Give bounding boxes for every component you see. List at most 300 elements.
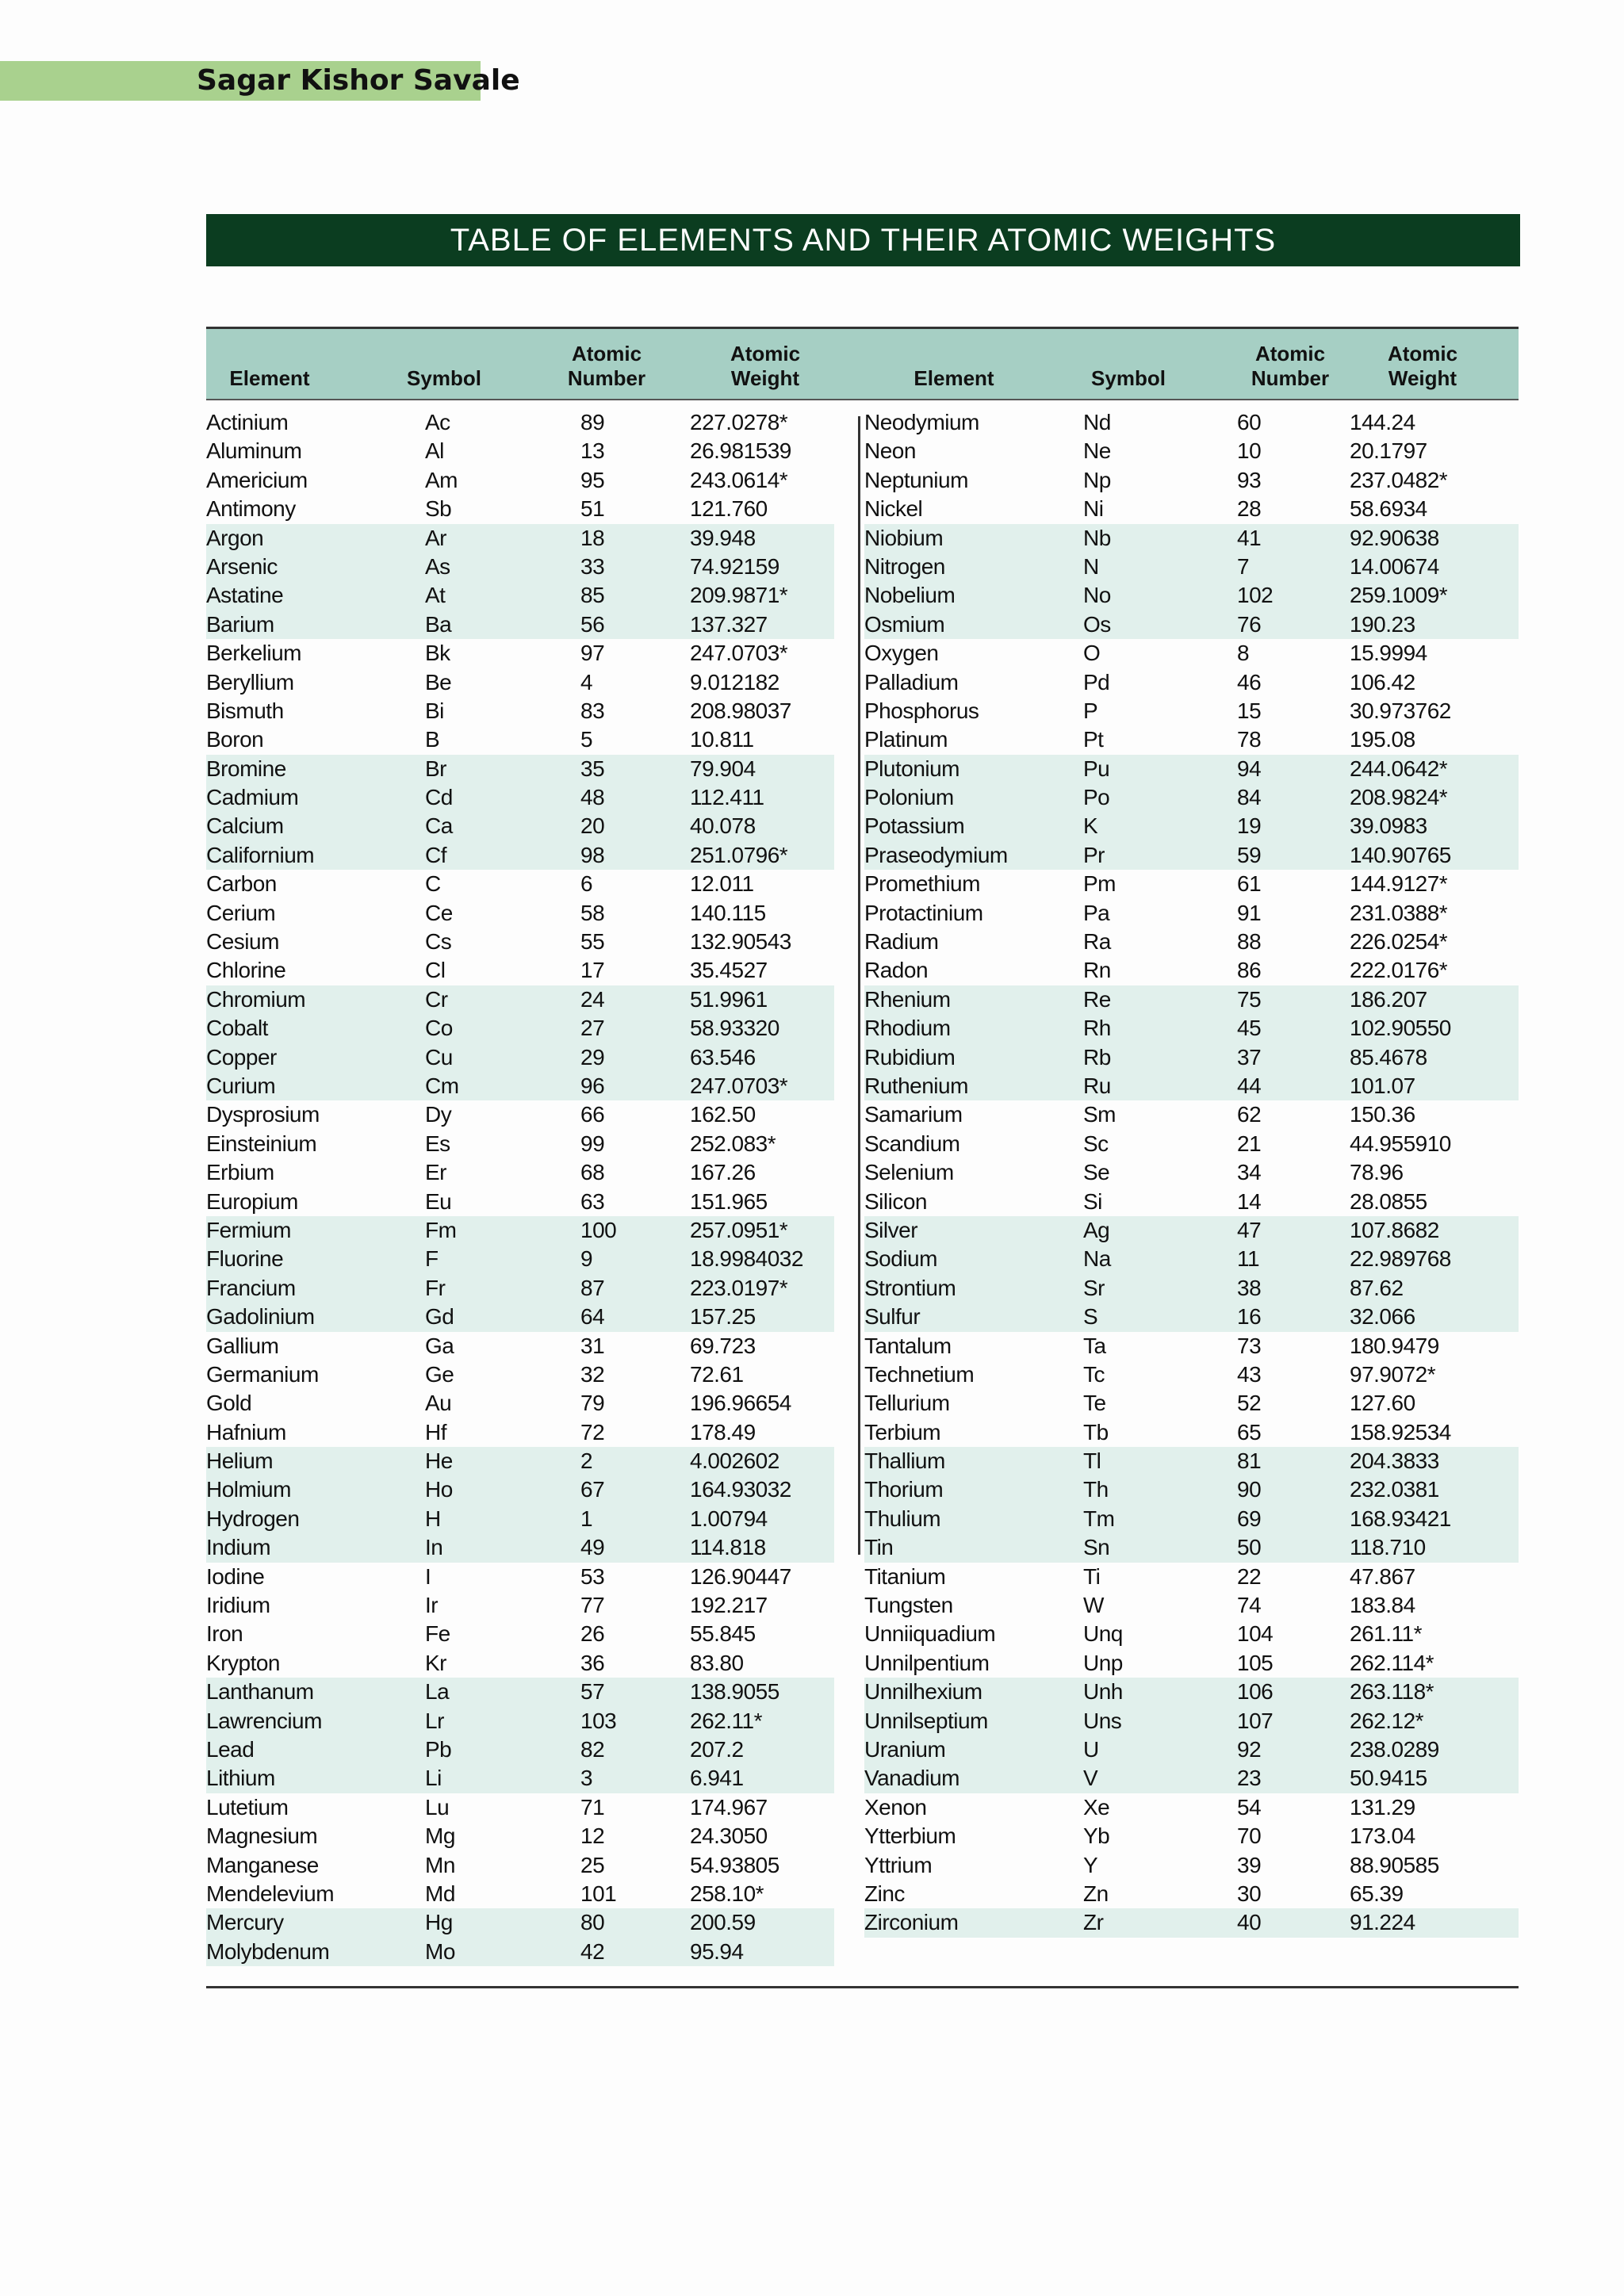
- element-name: Tantalum: [864, 1333, 952, 1358]
- atomic-number: 18: [580, 525, 605, 550]
- atomic-number: 25: [580, 1852, 605, 1877]
- element-symbol: Ir: [425, 1593, 439, 1618]
- table-row: [206, 1188, 834, 1216]
- atomic-weight: 168.93421: [1350, 1506, 1451, 1531]
- element-symbol: Re: [1083, 986, 1111, 1012]
- atomic-weight: 140.90765: [1350, 842, 1451, 867]
- element-symbol: Unp: [1083, 1650, 1123, 1675]
- atomic-number: 75: [1237, 986, 1262, 1012]
- element-name: Silicon: [864, 1188, 927, 1214]
- element-symbol: Ac: [425, 410, 450, 434]
- atomic-number: 41: [1237, 525, 1262, 550]
- table-row: [864, 1822, 1519, 1850]
- atomic-weight: 237.0482*: [1350, 467, 1448, 492]
- atomic-number: 9: [580, 1246, 593, 1272]
- element-symbol: Dy: [425, 1102, 452, 1127]
- element-name: Gallium: [206, 1333, 279, 1358]
- table-row: [864, 437, 1519, 465]
- table-row: [864, 1620, 1519, 1648]
- atomic-weight: 244.0642*: [1350, 756, 1448, 781]
- table-row: [206, 1880, 834, 1908]
- table-row: [864, 1188, 1519, 1216]
- element-symbol: K: [1083, 813, 1098, 839]
- header-atomic-number-line1: Atomic: [571, 342, 642, 365]
- atomic-number: 17: [580, 958, 605, 983]
- element-symbol: Fr: [425, 1275, 446, 1300]
- table-row: [864, 1880, 1519, 1908]
- atomic-number: 14: [1237, 1188, 1262, 1214]
- element-name: Boron: [206, 727, 264, 752]
- atomic-number: 15: [1237, 698, 1262, 723]
- element-symbol: Pm: [1083, 871, 1116, 897]
- element-symbol: Unh: [1083, 1679, 1123, 1705]
- atomic-weight: 190.23: [1350, 611, 1415, 637]
- atomic-number: 48: [580, 785, 605, 810]
- element-symbol: Sc: [1083, 1131, 1109, 1156]
- atomic-number: 56: [580, 611, 605, 637]
- element-name: Neon: [864, 438, 916, 464]
- atomic-number: 4: [580, 669, 593, 695]
- element-symbol: Co: [425, 1016, 453, 1041]
- element-name: Unnilpentium: [864, 1650, 990, 1675]
- element-symbol: In: [425, 1535, 443, 1560]
- table-row: [206, 841, 834, 870]
- atomic-number: 78: [1237, 727, 1262, 752]
- table-row: [864, 1303, 1519, 1331]
- atomic-number: 92: [1237, 1736, 1262, 1762]
- element-name: Astatine: [206, 583, 284, 608]
- table-row: [206, 1938, 834, 1966]
- table-row: [206, 1764, 834, 1793]
- element-symbol: Ta: [1083, 1333, 1106, 1358]
- element-name: Polonium: [864, 785, 954, 810]
- element-name: Unniiquadium: [864, 1621, 996, 1647]
- atomic-weight: 164.93032: [690, 1477, 791, 1502]
- table-row: [864, 1707, 1519, 1735]
- table-row: [864, 1014, 1519, 1043]
- atomic-weight: 63.546: [690, 1044, 756, 1070]
- element-name: Lanthanum: [206, 1679, 314, 1705]
- atomic-number: 70: [1237, 1823, 1262, 1849]
- atomic-weight: 243.0614*: [690, 467, 788, 492]
- element-name: Uranium: [864, 1736, 946, 1762]
- element-name: Titanium: [864, 1563, 946, 1589]
- element-symbol: V: [1083, 1766, 1098, 1791]
- element-symbol: Er: [425, 1160, 446, 1185]
- atomic-weight: 162.50: [690, 1102, 756, 1127]
- element-symbol: Ba: [425, 611, 452, 637]
- element-symbol: Mn: [425, 1852, 455, 1877]
- table-row: [864, 1505, 1519, 1533]
- atomic-number: 77: [580, 1593, 605, 1618]
- atomic-weight: 226.0254*: [1350, 929, 1448, 955]
- atomic-weight: 112.411: [690, 785, 764, 810]
- element-name: Cobalt: [206, 1016, 268, 1041]
- table-row: [206, 1649, 834, 1678]
- table-row: [864, 581, 1519, 610]
- table-row: [864, 1475, 1519, 1504]
- element-name: Promethium: [864, 871, 980, 897]
- element-name: Tellurium: [864, 1391, 950, 1416]
- element-symbol: Ce: [425, 900, 453, 925]
- element-name: Osmium: [864, 611, 945, 637]
- atomic-number: 85: [580, 583, 605, 608]
- atomic-number: 84: [1237, 785, 1262, 810]
- atomic-number: 35: [580, 756, 605, 781]
- atomic-number: 101: [580, 1881, 617, 1906]
- atomic-number: 45: [1237, 1016, 1262, 1041]
- atomic-number: 24: [580, 986, 605, 1012]
- atomic-number: 72: [580, 1419, 605, 1445]
- table-row: [864, 725, 1519, 754]
- atomic-number: 95: [580, 467, 605, 492]
- element-name: Cadmium: [206, 785, 299, 810]
- element-name: Californium: [206, 842, 315, 867]
- element-symbol: Zn: [1083, 1881, 1109, 1906]
- atomic-weight: 28.0855: [1350, 1188, 1427, 1214]
- table-row: [864, 1678, 1519, 1706]
- element-symbol: Pu: [1083, 756, 1110, 781]
- element-name: Scandium: [864, 1131, 960, 1156]
- atomic-number: 44: [1237, 1073, 1262, 1098]
- atomic-number: 87: [580, 1275, 605, 1300]
- element-name: Krypton: [206, 1650, 280, 1675]
- atomic-weight: 114.818: [690, 1535, 766, 1560]
- atomic-number: 51: [580, 496, 605, 522]
- element-name: Technetium: [864, 1361, 975, 1387]
- element-symbol: Yb: [1083, 1823, 1110, 1849]
- element-symbol: Fe: [425, 1621, 450, 1647]
- atomic-number: 12: [580, 1823, 605, 1849]
- atomic-weight: 195.08: [1350, 727, 1415, 752]
- element-name: Dysprosium: [206, 1102, 320, 1127]
- column-divider: [858, 416, 860, 1555]
- atomic-number: 64: [580, 1304, 605, 1330]
- atomic-number: 98: [580, 842, 605, 867]
- table-row: [864, 1447, 1519, 1475]
- table-row: [864, 1851, 1519, 1880]
- element-name: Einsteinium: [206, 1131, 317, 1156]
- table-row: [206, 1043, 834, 1072]
- table-row: [206, 783, 834, 812]
- atomic-weight: 83.80: [690, 1650, 744, 1675]
- table-row: [864, 1649, 1519, 1678]
- atomic-number: 99: [580, 1131, 605, 1156]
- atomic-weight: 262.114*: [1350, 1650, 1434, 1675]
- table-header-left: [206, 329, 862, 399]
- element-name: Terbium: [864, 1419, 941, 1445]
- table-body: [206, 408, 1519, 1966]
- atomic-weight: 186.207: [1350, 986, 1427, 1012]
- atomic-weight: 87.62: [1350, 1275, 1404, 1300]
- atomic-number: 13: [580, 438, 605, 464]
- atomic-weight: 85.4678: [1350, 1044, 1427, 1070]
- element-name: Nitrogen: [864, 553, 945, 579]
- table-row: [206, 725, 834, 754]
- atomic-weight: 1.00794: [690, 1506, 768, 1531]
- element-name: Tungsten: [864, 1593, 953, 1618]
- element-name: Phosphorus: [864, 698, 979, 723]
- atomic-weight: 72.61: [690, 1361, 744, 1387]
- element-name: Nickel: [864, 496, 923, 522]
- table-row: [864, 1130, 1519, 1158]
- table-row: [206, 870, 834, 898]
- atomic-number: 73: [1237, 1333, 1262, 1358]
- table-column-right: [864, 408, 1519, 1966]
- element-name: Lawrencium: [206, 1708, 322, 1733]
- element-symbol: Ni: [1083, 496, 1104, 522]
- element-name: Lead: [206, 1736, 255, 1762]
- atomic-number: 52: [1237, 1391, 1262, 1416]
- atomic-weight: 262.11*: [690, 1708, 762, 1733]
- atomic-weight: 14.00674: [1350, 553, 1439, 579]
- atomic-number: 55: [580, 929, 605, 955]
- table-row: [864, 1100, 1519, 1129]
- element-symbol: Y: [1083, 1852, 1098, 1877]
- table-row: [206, 1303, 834, 1331]
- atomic-weight: 12.011: [690, 871, 754, 897]
- table-row: [864, 956, 1519, 985]
- element-symbol: Cd: [425, 785, 453, 810]
- element-name: Actinium: [206, 410, 289, 434]
- atomic-weight: 207.2: [690, 1736, 744, 1762]
- element-symbol: F: [425, 1246, 439, 1272]
- atomic-number: 80: [580, 1910, 605, 1935]
- element-name: Magnesium: [206, 1823, 318, 1849]
- atomic-number: 100: [580, 1217, 617, 1242]
- table-row: [864, 1072, 1519, 1100]
- element-name: Beryllium: [206, 669, 294, 695]
- atomic-weight: 24.3050: [690, 1823, 768, 1849]
- element-name: Hafnium: [206, 1419, 286, 1445]
- table-row: [864, 408, 1519, 437]
- table-row: [864, 466, 1519, 495]
- element-name: Erbium: [206, 1160, 274, 1185]
- header-atomic-weight: [1371, 342, 1474, 391]
- element-name: Fermium: [206, 1217, 291, 1242]
- element-name: Zirconium: [864, 1910, 959, 1935]
- atomic-number: 71: [580, 1794, 605, 1820]
- element-name: Nobelium: [864, 583, 956, 608]
- element-symbol: Nb: [1083, 525, 1111, 550]
- atomic-number: 2: [580, 1448, 593, 1474]
- author-name: Sagar Kishor Savale: [0, 61, 481, 101]
- atomic-number: 81: [1237, 1448, 1262, 1474]
- table-row: [206, 408, 834, 437]
- element-symbol: U: [1083, 1736, 1099, 1762]
- table-row: [864, 1245, 1519, 1273]
- atomic-number: 32: [580, 1361, 605, 1387]
- element-symbol: Rh: [1083, 1016, 1111, 1041]
- element-symbol: Cs: [425, 929, 452, 955]
- element-symbol: Pt: [1083, 727, 1104, 752]
- table-row: [864, 697, 1519, 725]
- element-symbol: S: [1083, 1304, 1098, 1330]
- atomic-number: 53: [580, 1563, 605, 1589]
- atomic-weight: 262.12*: [1350, 1708, 1424, 1733]
- atomic-number: 11: [1237, 1246, 1260, 1272]
- atomic-weight: 223.0197*: [690, 1275, 788, 1300]
- header-atomic-number: [555, 342, 658, 391]
- element-symbol: Nd: [1083, 410, 1111, 434]
- header-atomic-weight-line2: Weight: [730, 366, 800, 390]
- table-row: [864, 899, 1519, 928]
- atomic-number: 66: [580, 1102, 605, 1127]
- element-symbol: Ti: [1083, 1563, 1101, 1589]
- element-name: Potassium: [864, 813, 965, 839]
- atomic-weight: 97.9072*: [1350, 1361, 1436, 1387]
- element-name: Cesium: [206, 929, 279, 955]
- atomic-number: 86: [1237, 958, 1262, 983]
- atomic-number: 57: [580, 1679, 605, 1705]
- atomic-weight: 196.96654: [690, 1391, 791, 1416]
- atomic-weight: 44.955910: [1350, 1131, 1451, 1156]
- table-row: [206, 610, 834, 639]
- table-row: [864, 639, 1519, 668]
- atomic-number: 5: [580, 727, 593, 752]
- atomic-weight: 107.8682: [1350, 1217, 1439, 1242]
- element-symbol: Ge: [425, 1361, 454, 1387]
- element-name: Yttrium: [864, 1852, 933, 1877]
- atomic-number: 88: [1237, 929, 1262, 955]
- atomic-weight: 138.9055: [690, 1679, 779, 1705]
- atomic-number: 23: [1237, 1766, 1262, 1791]
- table-row: [864, 783, 1519, 812]
- element-name: Samarium: [864, 1102, 963, 1127]
- element-symbol: Br: [425, 756, 446, 781]
- atomic-weight: 30.973762: [1350, 698, 1451, 723]
- element-symbol: Es: [425, 1131, 450, 1156]
- table-row: [206, 1707, 834, 1735]
- table-header: [206, 329, 1519, 400]
- element-name: Unnilhexium: [864, 1679, 982, 1705]
- table-row: [206, 1505, 834, 1533]
- atomic-weight: 174.967: [690, 1794, 768, 1820]
- element-symbol: Bi: [425, 698, 444, 723]
- element-symbol: P: [1083, 698, 1098, 723]
- atomic-weight: 151.965: [690, 1188, 768, 1214]
- element-name: Antimony: [206, 496, 296, 522]
- table-bottom-rule: [206, 1986, 1519, 1988]
- element-symbol: Pa: [1083, 900, 1110, 925]
- element-symbol: Si: [1083, 1188, 1102, 1214]
- element-name: Thallium: [864, 1448, 945, 1474]
- table-row: [206, 1216, 834, 1245]
- header-atomic-number-line2: Number: [567, 366, 646, 390]
- atomic-number: 42: [580, 1938, 605, 1964]
- table-row: [864, 668, 1519, 697]
- element-symbol: Na: [1083, 1246, 1111, 1272]
- element-name: Iridium: [206, 1593, 270, 1618]
- table-row: [864, 1908, 1519, 1937]
- atomic-weight: 32.066: [1350, 1304, 1415, 1330]
- table-row: [206, 1678, 834, 1706]
- element-name: Platinum: [864, 727, 948, 752]
- table-row: [864, 1274, 1519, 1303]
- atomic-weight: 140.115: [690, 900, 766, 925]
- atomic-weight: 180.9479: [1350, 1333, 1439, 1358]
- atomic-weight: 204.3833: [1350, 1448, 1439, 1474]
- table-row: [864, 1389, 1519, 1418]
- atomic-weight: 51.9961: [690, 986, 768, 1012]
- element-name: Chromium: [206, 986, 306, 1012]
- atomic-weight: 261.11*: [1350, 1621, 1422, 1647]
- table-row: [206, 1447, 834, 1475]
- atomic-number: 96: [580, 1073, 605, 1098]
- atomic-weight: 118.710: [1350, 1535, 1426, 1560]
- atomic-number: 65: [1237, 1419, 1262, 1445]
- atomic-number: 39: [1237, 1852, 1262, 1877]
- atomic-weight: 259.1009*: [1350, 583, 1448, 608]
- table-row: [206, 1332, 834, 1360]
- element-symbol: I: [425, 1563, 431, 1589]
- element-symbol: Ga: [425, 1333, 454, 1358]
- element-symbol: He: [425, 1448, 453, 1474]
- table-row: [206, 985, 834, 1014]
- element-name: Lithium: [206, 1766, 275, 1791]
- element-name: Francium: [206, 1275, 296, 1300]
- element-name: Calcium: [206, 813, 284, 839]
- element-name: Indium: [206, 1535, 271, 1560]
- element-symbol: Ne: [1083, 438, 1111, 464]
- element-name: Unnilseptium: [864, 1708, 988, 1733]
- header-atomic-number-line2: Number: [1251, 366, 1330, 390]
- element-name: Thulium: [864, 1506, 941, 1531]
- table-row: [206, 553, 834, 581]
- element-name: Iron: [206, 1621, 243, 1647]
- table-row: [864, 553, 1519, 581]
- atomic-weight: 54.93805: [690, 1852, 779, 1877]
- element-name: Americium: [206, 467, 308, 492]
- atomic-weight: 258.10*: [690, 1881, 764, 1906]
- atomic-number: 28: [1237, 496, 1262, 522]
- atomic-number: 60: [1237, 410, 1262, 434]
- atomic-number: 20: [580, 813, 605, 839]
- table-row: [206, 1475, 834, 1504]
- element-name: Tin: [864, 1535, 894, 1560]
- element-symbol: Tb: [1083, 1419, 1109, 1445]
- atomic-weight: 9.012182: [690, 669, 779, 695]
- element-name: Barium: [206, 611, 274, 637]
- atomic-number: 83: [580, 698, 605, 723]
- table-row: [864, 1533, 1519, 1562]
- element-symbol: Tm: [1083, 1506, 1115, 1531]
- header-atomic-weight-line1: Atomic: [1387, 342, 1458, 365]
- element-name: Curium: [206, 1073, 276, 1098]
- element-name: Thorium: [864, 1477, 944, 1502]
- element-symbol: O: [1083, 641, 1101, 666]
- atomic-number: 33: [580, 553, 605, 579]
- atomic-weight: 200.59: [690, 1910, 756, 1935]
- table-row: [206, 1014, 834, 1043]
- element-name: Carbon: [206, 871, 277, 897]
- atomic-number: 50: [1237, 1535, 1262, 1560]
- atomic-number: 58: [580, 900, 605, 925]
- element-symbol: Pr: [1083, 842, 1105, 867]
- header-symbol: Symbol: [407, 366, 481, 390]
- table-row: [206, 755, 834, 783]
- atomic-weight: 121.760: [690, 496, 768, 522]
- atomic-weight: 10.811: [690, 727, 754, 752]
- table-row: [206, 1130, 834, 1158]
- atomic-weight: 131.29: [1350, 1794, 1415, 1820]
- atomic-number: 69: [1237, 1506, 1262, 1531]
- element-name: Aluminum: [206, 438, 302, 464]
- element-name: Niobium: [864, 525, 944, 550]
- element-name: Rubidium: [864, 1044, 956, 1070]
- element-symbol: Li: [425, 1766, 442, 1791]
- atomic-number: 68: [580, 1160, 605, 1185]
